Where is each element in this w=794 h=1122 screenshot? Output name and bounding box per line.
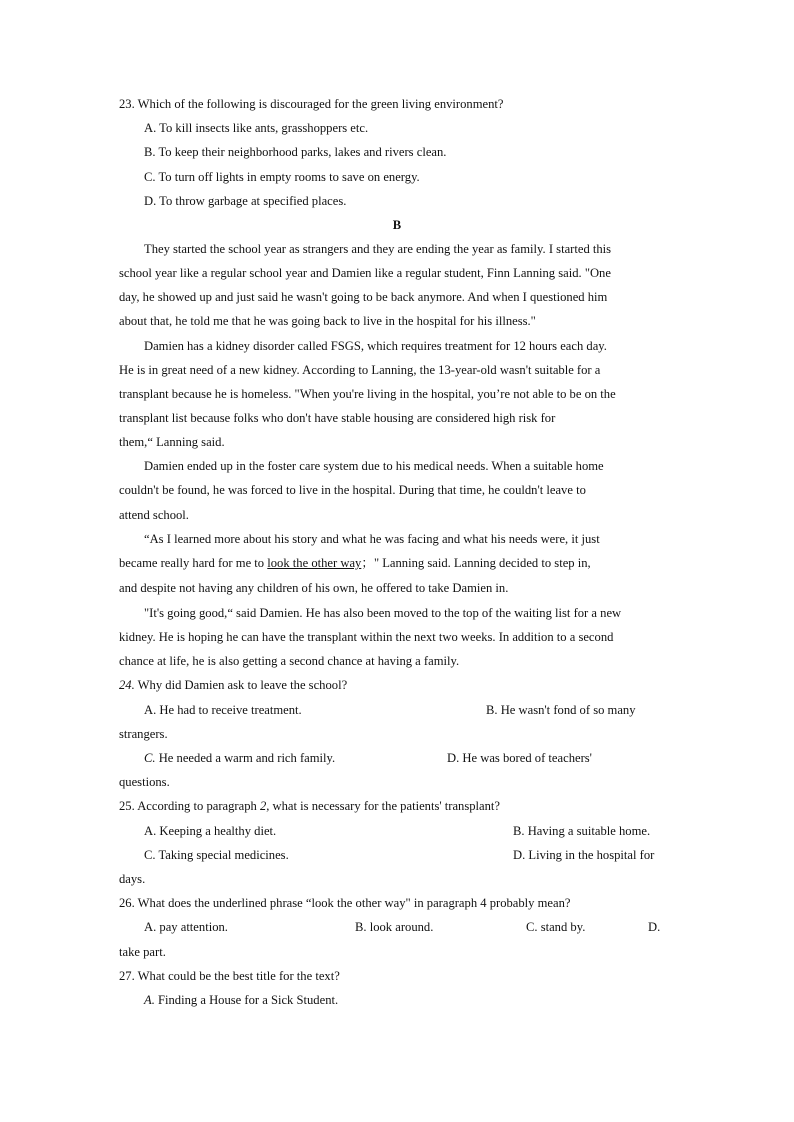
question-25-option-a: A. Keeping a healthy diet. [144,824,277,838]
section-heading: B [392,218,402,232]
question-26-option-b: B. look around. [355,920,434,934]
question-24-option-b: B. He wasn't fond of so many [486,703,636,717]
option-text: He needed a warm and rich family. [155,751,336,765]
passage-line [119,551,591,575]
passage-line: them,“ Lanning said. [119,435,225,449]
question-24-option-c [144,746,335,770]
question-24-stem [119,673,347,697]
passage-line: chance at life, he is also getting a second chance at having a family. [119,654,460,668]
passage-line: Damien ended up in the foster care system due to his medical needs. When a suitable home [144,459,604,473]
passage-line: Damien has a kidney disorder called FSGS, which requires treatment for 12 hours each day. [144,339,607,353]
question-26-stem: 26. What does the underlined phrase “look the other way" in paragraph 4 probably mean? [119,896,571,910]
question-26-option-a: A. pay attention. [144,920,228,934]
question-27-stem: 27. What could be the best title for the text? [119,969,340,983]
question-25-stem [119,794,500,818]
question-text: Why did Damien ask to leave the school? [134,678,348,692]
question-24-option-d-wrap: questions. [119,775,170,789]
question-26-option-d-wrap: take part. [119,945,166,959]
passage-text: became really hard for me to [119,556,268,570]
question-23-option-a: A. To kill insects like ants, grasshoppers etc. [144,121,369,135]
option-letter: A. [144,993,155,1007]
passage-line: kidney. He is hoping he can have the transplant within the next two weeks. In addition to a second [119,630,614,644]
passage-line: attend school. [119,508,189,522]
question-26-option-c: C. stand by. [526,920,586,934]
question-24-option-d: D. He was bored of teachers' [447,751,592,765]
passage-line: couldn't be found, he was forced to live in the hospital. During that time, he couldn't leave to [119,483,586,497]
question-25-option-d-wrap: days. [119,872,146,886]
question-23-option-d: D. To throw garbage at specified places. [144,194,347,208]
question-23-stem: 23. Which of the following is discouraged for the green living environment? [119,97,504,111]
passage-line: He is in great need of a new kidney. According to Lanning, the 13-year-old wasn't suitable for a [119,363,601,377]
option-text: Finding a House for a Sick Student. [154,993,339,1007]
question-25-option-b: B. Having a suitable home. [513,824,651,838]
passage-line: transplant list because folks who don't have stable housing are considered high risk for [119,411,556,425]
question-number: 24. [119,678,135,692]
question-text: what is necessary for the patients' transplant? [269,799,501,813]
passage-line: "It's going good,“ said Damien. He has also been moved to the top of the waiting list for a new [144,606,622,620]
paragraph-number: 2, [259,799,270,813]
passage-text: ；" Lanning said. Lanning decided to step in, [361,556,591,570]
question-text: 25. According to paragraph [119,799,260,813]
passage-line: about that, he told me that he was going back to live in the hospital for his illness." [119,314,536,328]
passage-line: and despite not having any children of his own, he offered to take Damien in. [119,581,509,595]
option-letter: C. [144,751,156,765]
question-24-option-b-wrap: strangers. [119,727,168,741]
question-24-option-a: A. He had to receive treatment. [144,703,302,717]
question-23-option-c: C. To turn off lights in empty rooms to save on energy. [144,170,420,184]
passage-line: “As I learned more about his story and what he was facing and what his needs were, it just [144,532,600,546]
question-25-option-d: D. Living in the hospital for [513,848,655,862]
underlined-phrase: look the other way [267,556,362,570]
question-26-option-d: D. [648,920,661,934]
question-25-option-c: C. Taking special medicines. [144,848,289,862]
question-23-option-b: B. To keep their neighborhood parks, lakes and rivers clean. [144,145,447,159]
passage-line: day, he showed up and just said he wasn't going to be back anymore. And when I questioned him [119,290,608,304]
question-27-option-a [144,988,338,1012]
passage-line: school year like a regular school year and Damien like a regular student, Finn Lanning said. "One [119,266,611,280]
passage-line: transplant because he is homeless. "When you're living in the hospital, you’re not able to be on the [119,387,616,401]
passage-line: They started the school year as strangers and they are ending the year as family. I started this [144,242,612,256]
